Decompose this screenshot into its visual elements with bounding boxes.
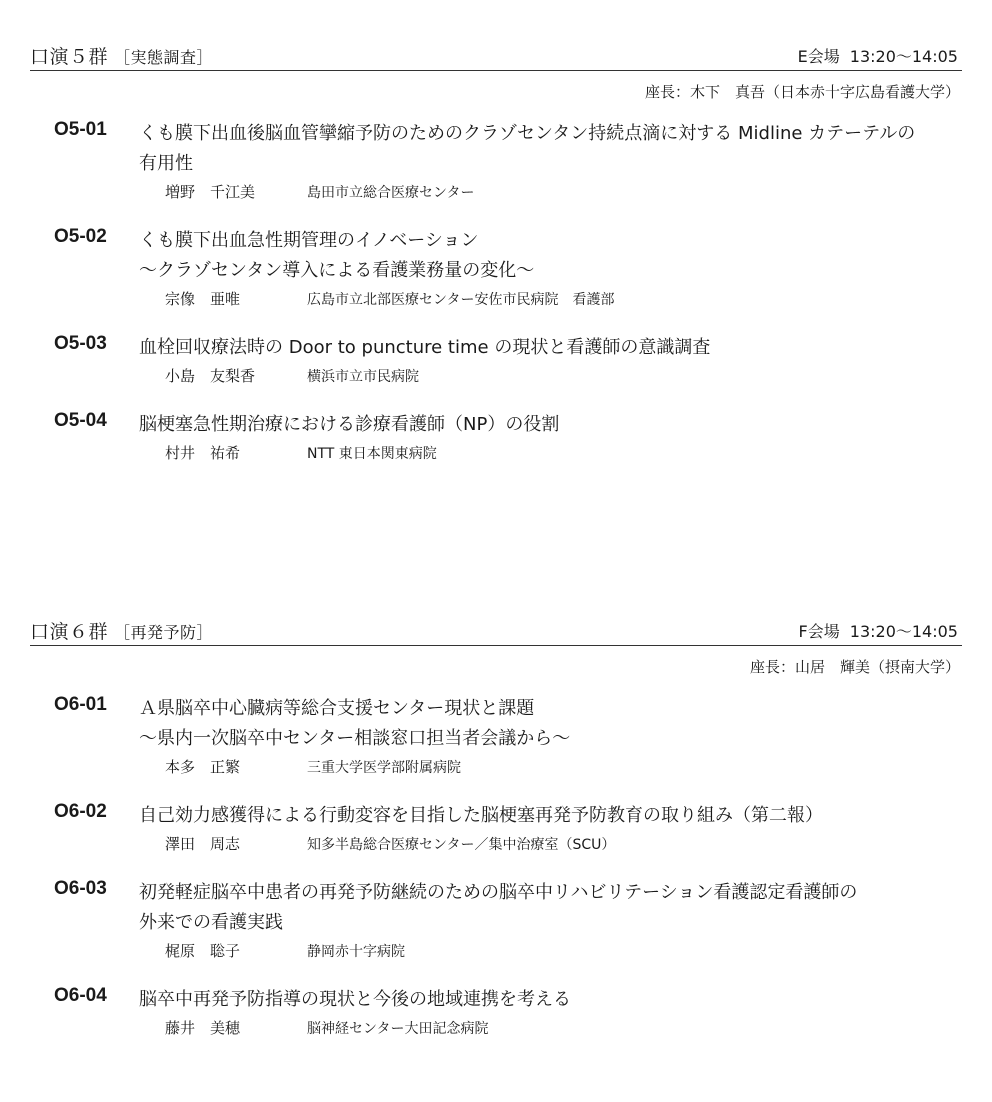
- session-name: 口演５群: [30, 46, 109, 68]
- session-room: F会場: [798, 622, 840, 641]
- session-block: [0, 613, 992, 1062]
- talk-title: 脳卒中再発予防指導の現状と今後の地域連携を考える: [139, 989, 571, 1010]
- talk-affiliation: 横浜市立市民病院: [307, 369, 419, 385]
- talk-title-line2: 〜クラゾセンタン導入による看護業務量の変化〜: [139, 260, 535, 281]
- session-block: [0, 38, 992, 487]
- talk-item: [54, 410, 964, 467]
- talk-item: [54, 985, 964, 1042]
- talk-item: [54, 694, 964, 781]
- talk-id: O6-03: [54, 878, 107, 899]
- talk-id: O5-02: [54, 226, 107, 247]
- talk-affiliation: 知多半島総合医療センター／集中治療室（SCU）: [307, 837, 616, 853]
- session-title: [30, 617, 213, 644]
- talk-affiliation: 三重大学医学部附属病院: [307, 760, 461, 776]
- talk-author: 梶原 聡子: [165, 942, 241, 960]
- talk-title-line2: 〜県内一次脳卒中センター相談窓口担当者会議から〜: [139, 728, 571, 749]
- session-category: ［実態調査］: [114, 48, 214, 67]
- talk-list: [0, 119, 992, 467]
- session-title: [30, 42, 213, 69]
- talk-item: [54, 119, 964, 206]
- talk-author: 本多 正繁: [165, 758, 241, 776]
- talk-author: 藤井 美穂: [165, 1019, 241, 1037]
- talk-author: 小島 友梨香: [165, 367, 256, 385]
- talk-title: くも膜下出血急性期管理のイノベーション: [139, 230, 479, 251]
- session-time: 13:20〜14:05: [849, 622, 958, 641]
- talk-id: O5-04: [54, 410, 107, 431]
- talk-id: O5-01: [54, 119, 107, 140]
- session-room-time: [799, 619, 958, 642]
- session-chair: 座長：木下 真吾（日本赤十字広島看護大学）: [644, 83, 960, 101]
- talk-affiliation: NTT 東日本関東病院: [307, 446, 437, 462]
- talk-title: 血栓回収療法時の Door to puncture time の現状と看護師の意識調査: [139, 337, 711, 358]
- talk-item: [54, 226, 964, 313]
- talk-list: [0, 694, 992, 1042]
- talk-author: 宗像 亜唯: [165, 290, 241, 308]
- talk-title-line2: 外来での看護実践: [139, 912, 283, 933]
- session-header: [30, 38, 962, 71]
- talk-id: O5-03: [54, 333, 107, 354]
- talk-title-line2: 有用性: [139, 153, 193, 174]
- session-chair: 座長：山居 輝美（摂南大学）: [749, 658, 960, 676]
- talk-author: 村井 祐希: [165, 444, 241, 462]
- session-room: E会場: [797, 47, 840, 66]
- session-room-time: [798, 44, 958, 67]
- session-name: 口演６群: [30, 621, 109, 643]
- talk-id: O6-02: [54, 801, 107, 822]
- talk-title: Ａ県脳卒中心臓病等総合支援センター現状と課題: [139, 698, 535, 719]
- talk-affiliation: 広島市立北部医療センター安佐市民病院 看護部: [307, 292, 615, 308]
- session-category: ［再発予防］: [114, 623, 214, 642]
- talk-author: 増野 千江美: [165, 183, 256, 201]
- talk-affiliation: 静岡赤十字病院: [307, 944, 405, 960]
- talk-affiliation: 脳神経センター大田記念病院: [307, 1021, 489, 1037]
- talk-title: 脳梗塞急性期治療における診療看護師（NP）の役割: [139, 414, 560, 435]
- talk-author: 澤田 周志: [165, 835, 241, 853]
- talk-title: 初発軽症脳卒中患者の再発予防継続のための脳卒中リハビリテーション看護認定看護師の: [139, 882, 858, 903]
- session-time: 13:20〜14:05: [849, 47, 958, 66]
- talk-item: [54, 333, 964, 390]
- talk-affiliation: 島田市立総合医療センター: [307, 185, 475, 201]
- talk-id: O6-01: [54, 694, 107, 715]
- session-header: [30, 613, 962, 646]
- talk-id: O6-04: [54, 985, 107, 1006]
- talk-item: [54, 801, 964, 858]
- talk-title: くも膜下出血後脳血管攣縮予防のためのクラゾセンタン持続点滴に対する Midline カテーテルの: [139, 123, 916, 144]
- talk-title: 自己効力感獲得による行動変容を目指した脳梗塞再発予防教育の取り組み（第二報）: [139, 805, 823, 826]
- talk-item: [54, 878, 964, 965]
